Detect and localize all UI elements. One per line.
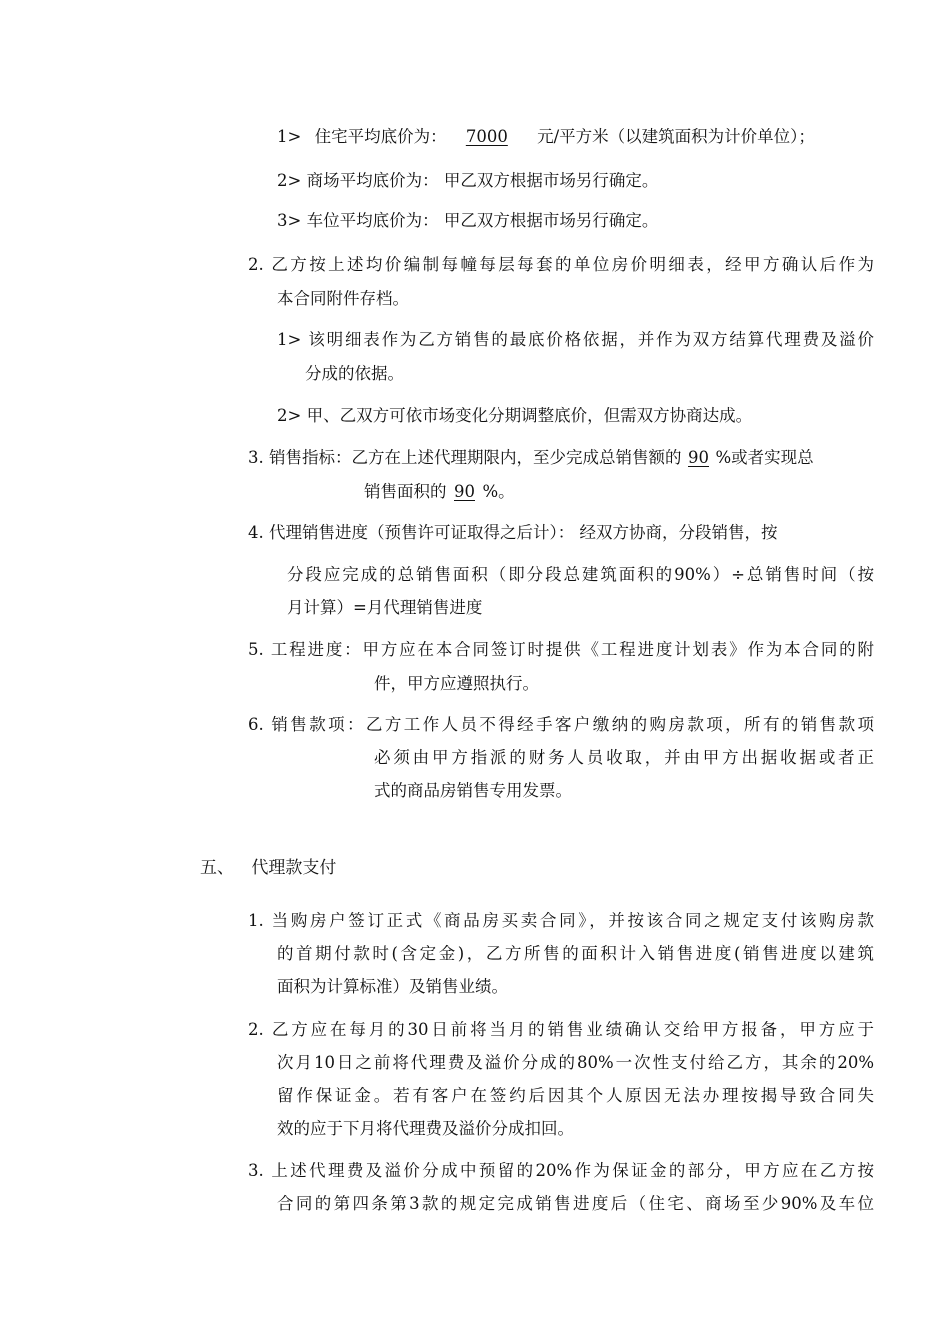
sales-amount-target: 90 — [688, 448, 709, 467]
item1-sub2: 2> 商场平均底价为： 甲乙双方根据市场另行确定。 — [277, 171, 659, 190]
pay2-line1: 2. 乙方应在每月的30日前将当月的销售业绩确认交给甲方报备，甲方应于 — [248, 1020, 874, 1039]
item1-sub1-unit: 元/平方米（以建筑面积为计价单位）； — [537, 127, 815, 146]
item3-label: 3. 销售指标：乙方在上述代理期限内，至少完成总销售额的 — [248, 448, 682, 467]
sales-area-target: 90 — [454, 482, 475, 501]
pay1-line1: 1. 当购房户签订正式《商品房买卖合同》，并按该合同之规定支付该购房款 — [248, 911, 874, 930]
item2-line1: 2. 乙方按上述均价编制每幢每层每套的单位房价明细表，经甲方确认后作为 — [248, 255, 874, 274]
residential-price-value: 7000 — [465, 127, 508, 146]
pay3-line1: 3. 上述代理费及溢价分成中预留的20%作为保证金的部分，甲方应在乙方按 — [248, 1161, 874, 1180]
item4-line1: 4. 代理销售进度（预售许可证取得之后计）： 经双方协商，分段销售，按 — [248, 523, 778, 542]
item2-line2: 本合同附件存档。 — [277, 289, 409, 308]
section-heading — [200, 858, 336, 878]
item6-line2: 必须由甲方指派的财务人员收取，并由甲方出据收据或者正 — [374, 748, 874, 767]
item2-sub2: 2> 甲、乙双方可依市场变化分期调整底价，但需双方协商达成。 — [277, 406, 753, 425]
item2-sub1-line2: 分成的依据。 — [305, 364, 404, 383]
item2-sub1-line1: 1> 该明细表作为乙方销售的最底价格依据，并作为双方结算代理费及溢价 — [277, 330, 874, 349]
item1-sub1-num: 1> — [277, 127, 302, 146]
item6-line1: 6. 销售款项：乙方工作人员不得经手客户缴纳的购房款项，所有的销售款项 — [248, 715, 874, 734]
item5-line1: 5. 工程进度：甲方应在本合同签订时提供《工程进度计划表》作为本合同的附 — [248, 640, 874, 659]
item1-sub1-label: 住宅平均底价为： — [314, 127, 447, 146]
pay2-line2: 次月10日之前将代理费及溢价分成的80%一次性支付给乙方，其余的20% — [277, 1053, 874, 1072]
item1-sub1 — [277, 127, 815, 147]
item3-line2 — [364, 482, 515, 502]
item3-mid: %或者实现总 — [715, 448, 814, 467]
pay1-line2: 的首期付款时(含定金)，乙方所售的面积计入销售进度(销售进度以建筑 — [277, 944, 874, 963]
item6-line3: 式的商品房销售专用发票。 — [374, 781, 572, 800]
pay3-line2: 合同的第四条第3款的规定完成销售进度后（住宅、商场至少90%及车位 — [277, 1194, 874, 1213]
item3-line1 — [248, 448, 814, 468]
item5-line2: 件，甲方应遵照执行。 — [374, 674, 539, 693]
item4-line3: 月计算）=月代理销售进度 — [287, 598, 483, 617]
item1-sub3: 3> 车位平均底价为： 甲乙双方根据市场另行确定。 — [277, 211, 659, 230]
item4-line2: 分段应完成的总销售面积（即分段总建筑面积的90%）÷总销售时间（按 — [287, 565, 874, 584]
section-number: 五、 — [200, 858, 234, 878]
pay1-line3: 面积为计算标准）及销售业绩。 — [277, 977, 508, 996]
section-title: 代理款支付 — [251, 858, 337, 878]
pay2-line4: 效的应于下月将代理费及溢价分成扣回。 — [277, 1119, 574, 1138]
item3-line2-label: 销售面积的 — [364, 482, 447, 501]
pay2-line3: 留作保证金。若有客户在签约后因其个人原因无法办理按揭导致合同失 — [277, 1086, 874, 1105]
item3-line2-suffix: %。 — [482, 482, 515, 501]
